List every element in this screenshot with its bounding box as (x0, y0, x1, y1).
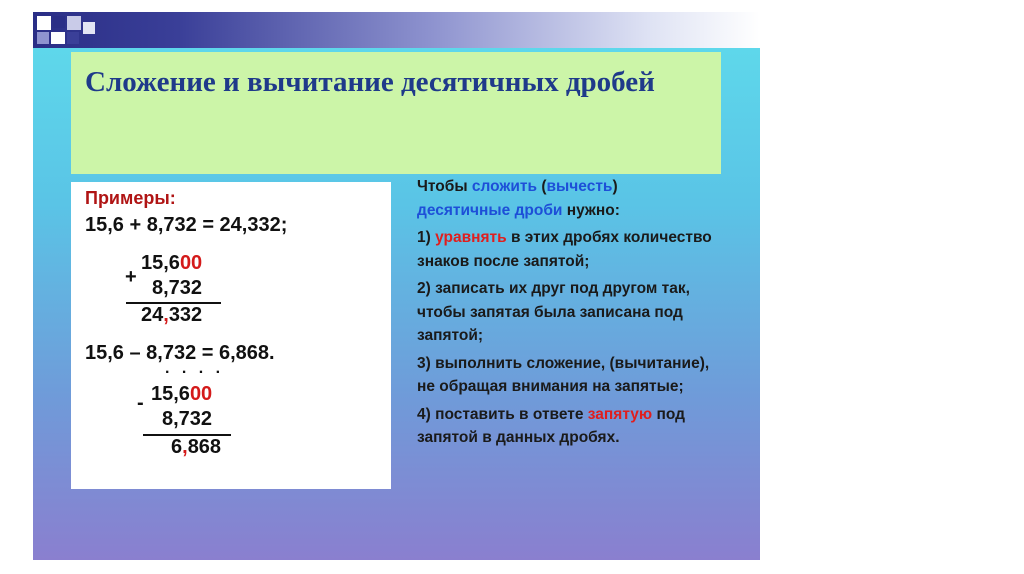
addition-bottom-number: 8,732 (152, 277, 203, 299)
plus-sign: + (125, 266, 137, 288)
slide (33, 12, 760, 560)
decor-square (37, 32, 49, 44)
decor-square (53, 16, 65, 28)
minus-sign: - (137, 392, 144, 414)
addition-equation: 15,6 + 8,732 = 24,332; (85, 214, 288, 236)
decor-square (51, 32, 65, 44)
slide-title: Сложение и вычитание десятичных дробей (85, 66, 655, 98)
rules-intro: Чтобы сложить (вычесть) десятичные дроби нужно: (417, 178, 620, 219)
decor-square (83, 22, 95, 34)
subtraction-equation: 15,6 – 8,732 = 6,868. (85, 342, 275, 364)
rules-text (417, 175, 727, 454)
rule-step-2: 2) записать их друг под другом так, чтобы запятая была записана под запятой; (417, 280, 690, 344)
rule-step-4: 4) поставить в ответе запятую под запятой в данных дробях. (417, 405, 685, 446)
decor-square (67, 32, 79, 44)
borrow-dots: . . . . (165, 360, 225, 377)
rule-step-3: 3) выполнить сложение, (вычитание), не обращая внимания на запятые; (417, 354, 710, 395)
addition-result: 24,332 (141, 304, 203, 326)
examples-label: Примеры: (85, 188, 176, 208)
examples-panel (71, 182, 391, 489)
decor-square (67, 16, 81, 30)
title-box (71, 52, 721, 174)
subtraction-result: 6,868 (171, 436, 222, 458)
rule-step-1: 1) уравнять в этих дробях количество знаков после запятой; (417, 229, 712, 270)
decorative-top-bar (33, 12, 760, 48)
subtraction-bottom-number: 8,732 (162, 408, 213, 430)
subtraction-top-number: 15,600 (151, 383, 213, 405)
decor-square (37, 16, 51, 30)
addition-top-number: 15,600 (141, 252, 203, 274)
